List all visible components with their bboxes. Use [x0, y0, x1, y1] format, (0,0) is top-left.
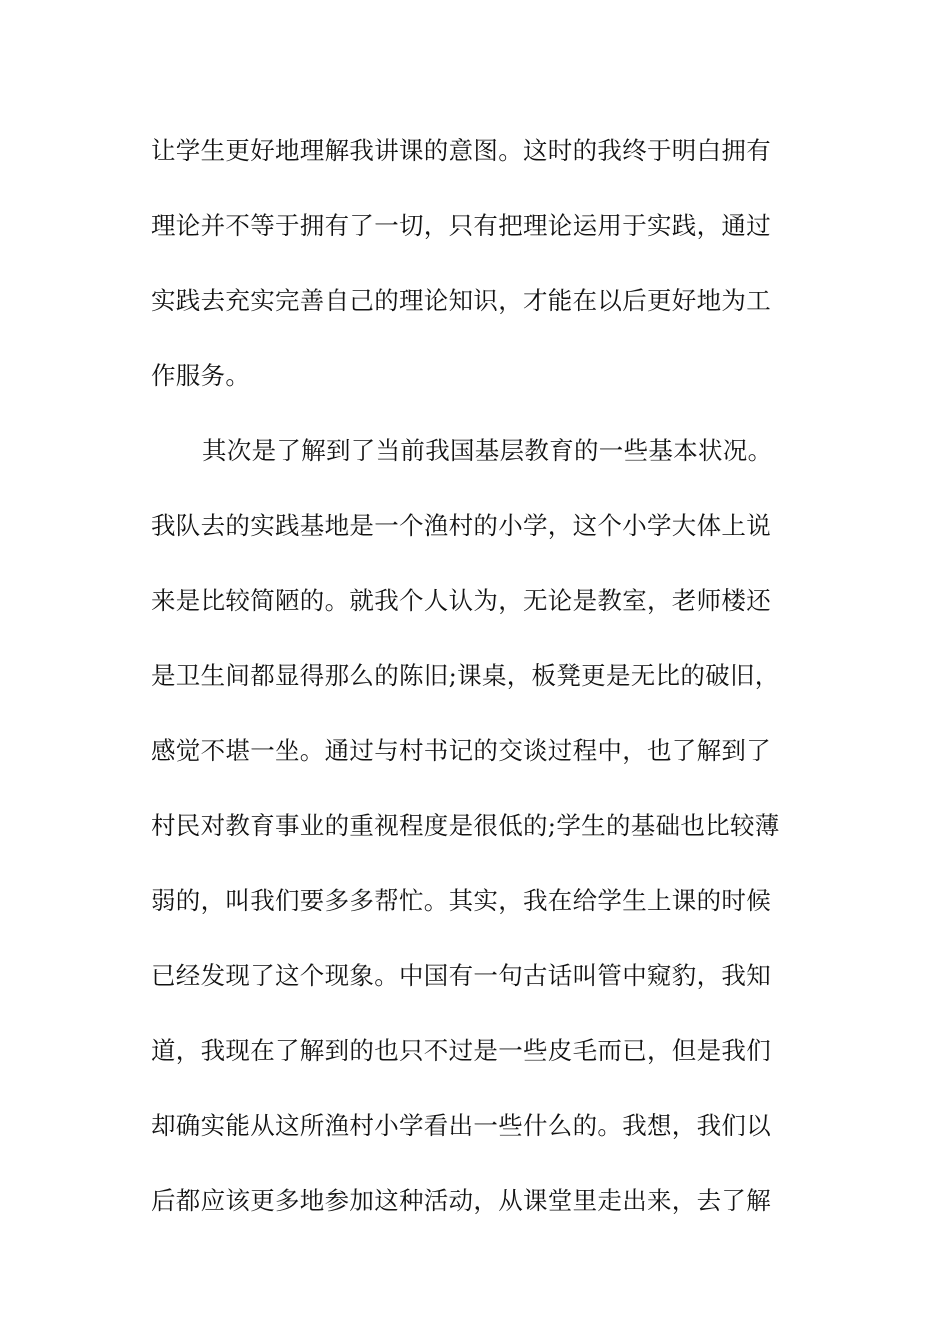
- text-line-1: 让学生更好地理解我讲课的意图。这时的我终于明白拥有: [151, 136, 771, 165]
- text-line-4: 作服务。: [151, 361, 251, 390]
- text-line-8: 是卫生间都显得那么的陈旧;课桌，板凳更是无比的破旧，: [151, 661, 780, 690]
- text-line-11: 弱的，叫我们要多多帮忙。其实，我在给学生上课的时候: [151, 886, 771, 915]
- text-line-2: 理论并不等于拥有了一切，只有把理论运用于实践，通过: [151, 211, 771, 240]
- text-line-7: 来是比较简陋的。就我个人认为，无论是教室，老师楼还: [151, 586, 771, 615]
- text-line-15: 后都应该更多地参加这种活动，从课堂里走出来，去了解: [151, 1186, 771, 1215]
- paragraph-start-line: 其次是了解到了当前我国基层教育的一些基本状况。: [202, 436, 773, 465]
- text-line-13: 道，我现在了解到的也只不过是一些皮毛而已，但是我们: [151, 1036, 771, 1065]
- text-line-12: 已经发现了这个现象。中国有一句古话叫管中窥豹，我知: [151, 961, 771, 990]
- text-line-3: 实践去充实完善自己的理论知识，才能在以后更好地为工: [151, 286, 771, 315]
- text-line-6: 我队去的实践基地是一个渔村的小学，这个小学大体上说: [151, 511, 771, 540]
- text-line-10: 村民对教育事业的重视程度是很低的;学生的基础也比较薄: [151, 811, 780, 840]
- text-line-14: 却确实能从这所渔村小学看出一些什么的。我想，我们以: [151, 1111, 771, 1140]
- text-line-9: 感觉不堪一坐。通过与村书记的交谈过程中，也了解到了: [151, 736, 771, 765]
